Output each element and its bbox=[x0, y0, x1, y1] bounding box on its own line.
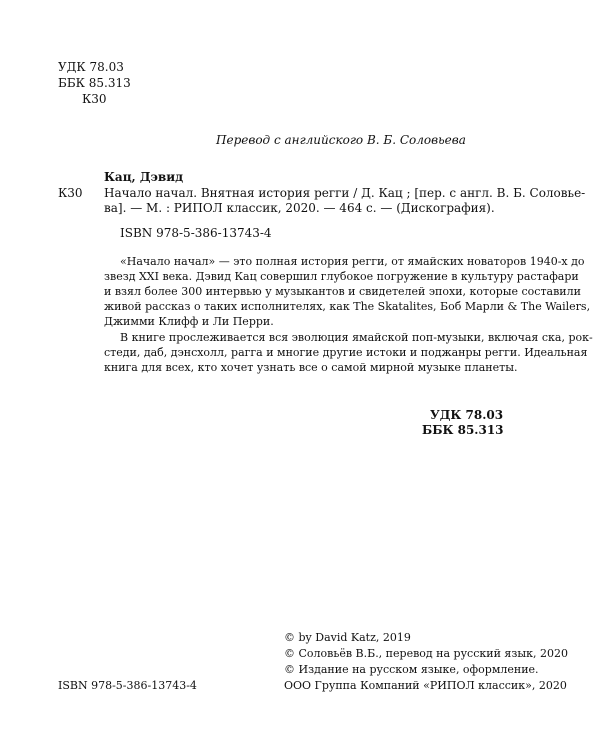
abstract-line: стеди, даб, дэнсхолл, рагга и многие другие истоки и поджанры регги. Идеальная bbox=[104, 346, 588, 359]
author-sign-code: К30 bbox=[82, 92, 107, 106]
translation-note: Перевод с английского В. Б. Соловьева bbox=[216, 133, 466, 147]
abstract-line: «Начало начал» — это полная история регги, от ямайских новаторов 1940-х до bbox=[120, 255, 585, 268]
record-desc-line-2: ва]. — М. : РИПОЛ классик, 2020. — 464 с. — (Дискография). bbox=[104, 201, 495, 215]
udk-code-bottom: УДК 78.03 bbox=[430, 408, 504, 422]
footer-publisher: ООО Группа Компаний «РИПОЛ классик», 2020 bbox=[284, 679, 567, 692]
record-code: К30 bbox=[58, 186, 83, 200]
record-desc-line-1: Начало начал. Внятная история регги / Д. Кац ; [пер. с англ. В. Б. Соловье- bbox=[104, 186, 586, 200]
abstract-line: Джимми Клифф и Ли Перри. bbox=[104, 315, 274, 328]
abstract-line: и взял более 300 интервью у музыкантов и свидетелей эпохи, которые составили bbox=[104, 285, 581, 298]
copyright-line: © Издание на русском языке, оформление. bbox=[284, 663, 539, 676]
footer-isbn: ISBN 978-5-386-13743-4 bbox=[58, 679, 197, 692]
bbk-code-bottom: ББК 85.313 bbox=[422, 423, 504, 437]
abstract-line: В книге прослеживается вся эволюция ямайской поп-музыки, включая ска, рок- bbox=[120, 331, 593, 344]
abstract-line: книга для всех, кто хочет узнать все о самой мирной музыке планеты. bbox=[104, 361, 518, 374]
record-author: Кац, Дэвид bbox=[104, 170, 184, 184]
copyright-line: © by David Katz, 2019 bbox=[284, 631, 411, 644]
bbk-code: ББК 85.313 bbox=[58, 76, 131, 90]
udk-code: УДК 78.03 bbox=[58, 60, 124, 74]
abstract-line: звезд XXI века. Дэвид Кац совершил глубокое погружение в культуру растафари bbox=[104, 270, 579, 283]
abstract-line: живой рассказ о таких исполнителях, как The Skatalites, Боб Марли & The Wailers, bbox=[104, 300, 591, 313]
record-isbn: ISBN 978-5-386-13743-4 bbox=[120, 226, 272, 240]
copyright-line: © Соловьёв В.Б., перевод на русский язык, 2020 bbox=[284, 647, 568, 660]
